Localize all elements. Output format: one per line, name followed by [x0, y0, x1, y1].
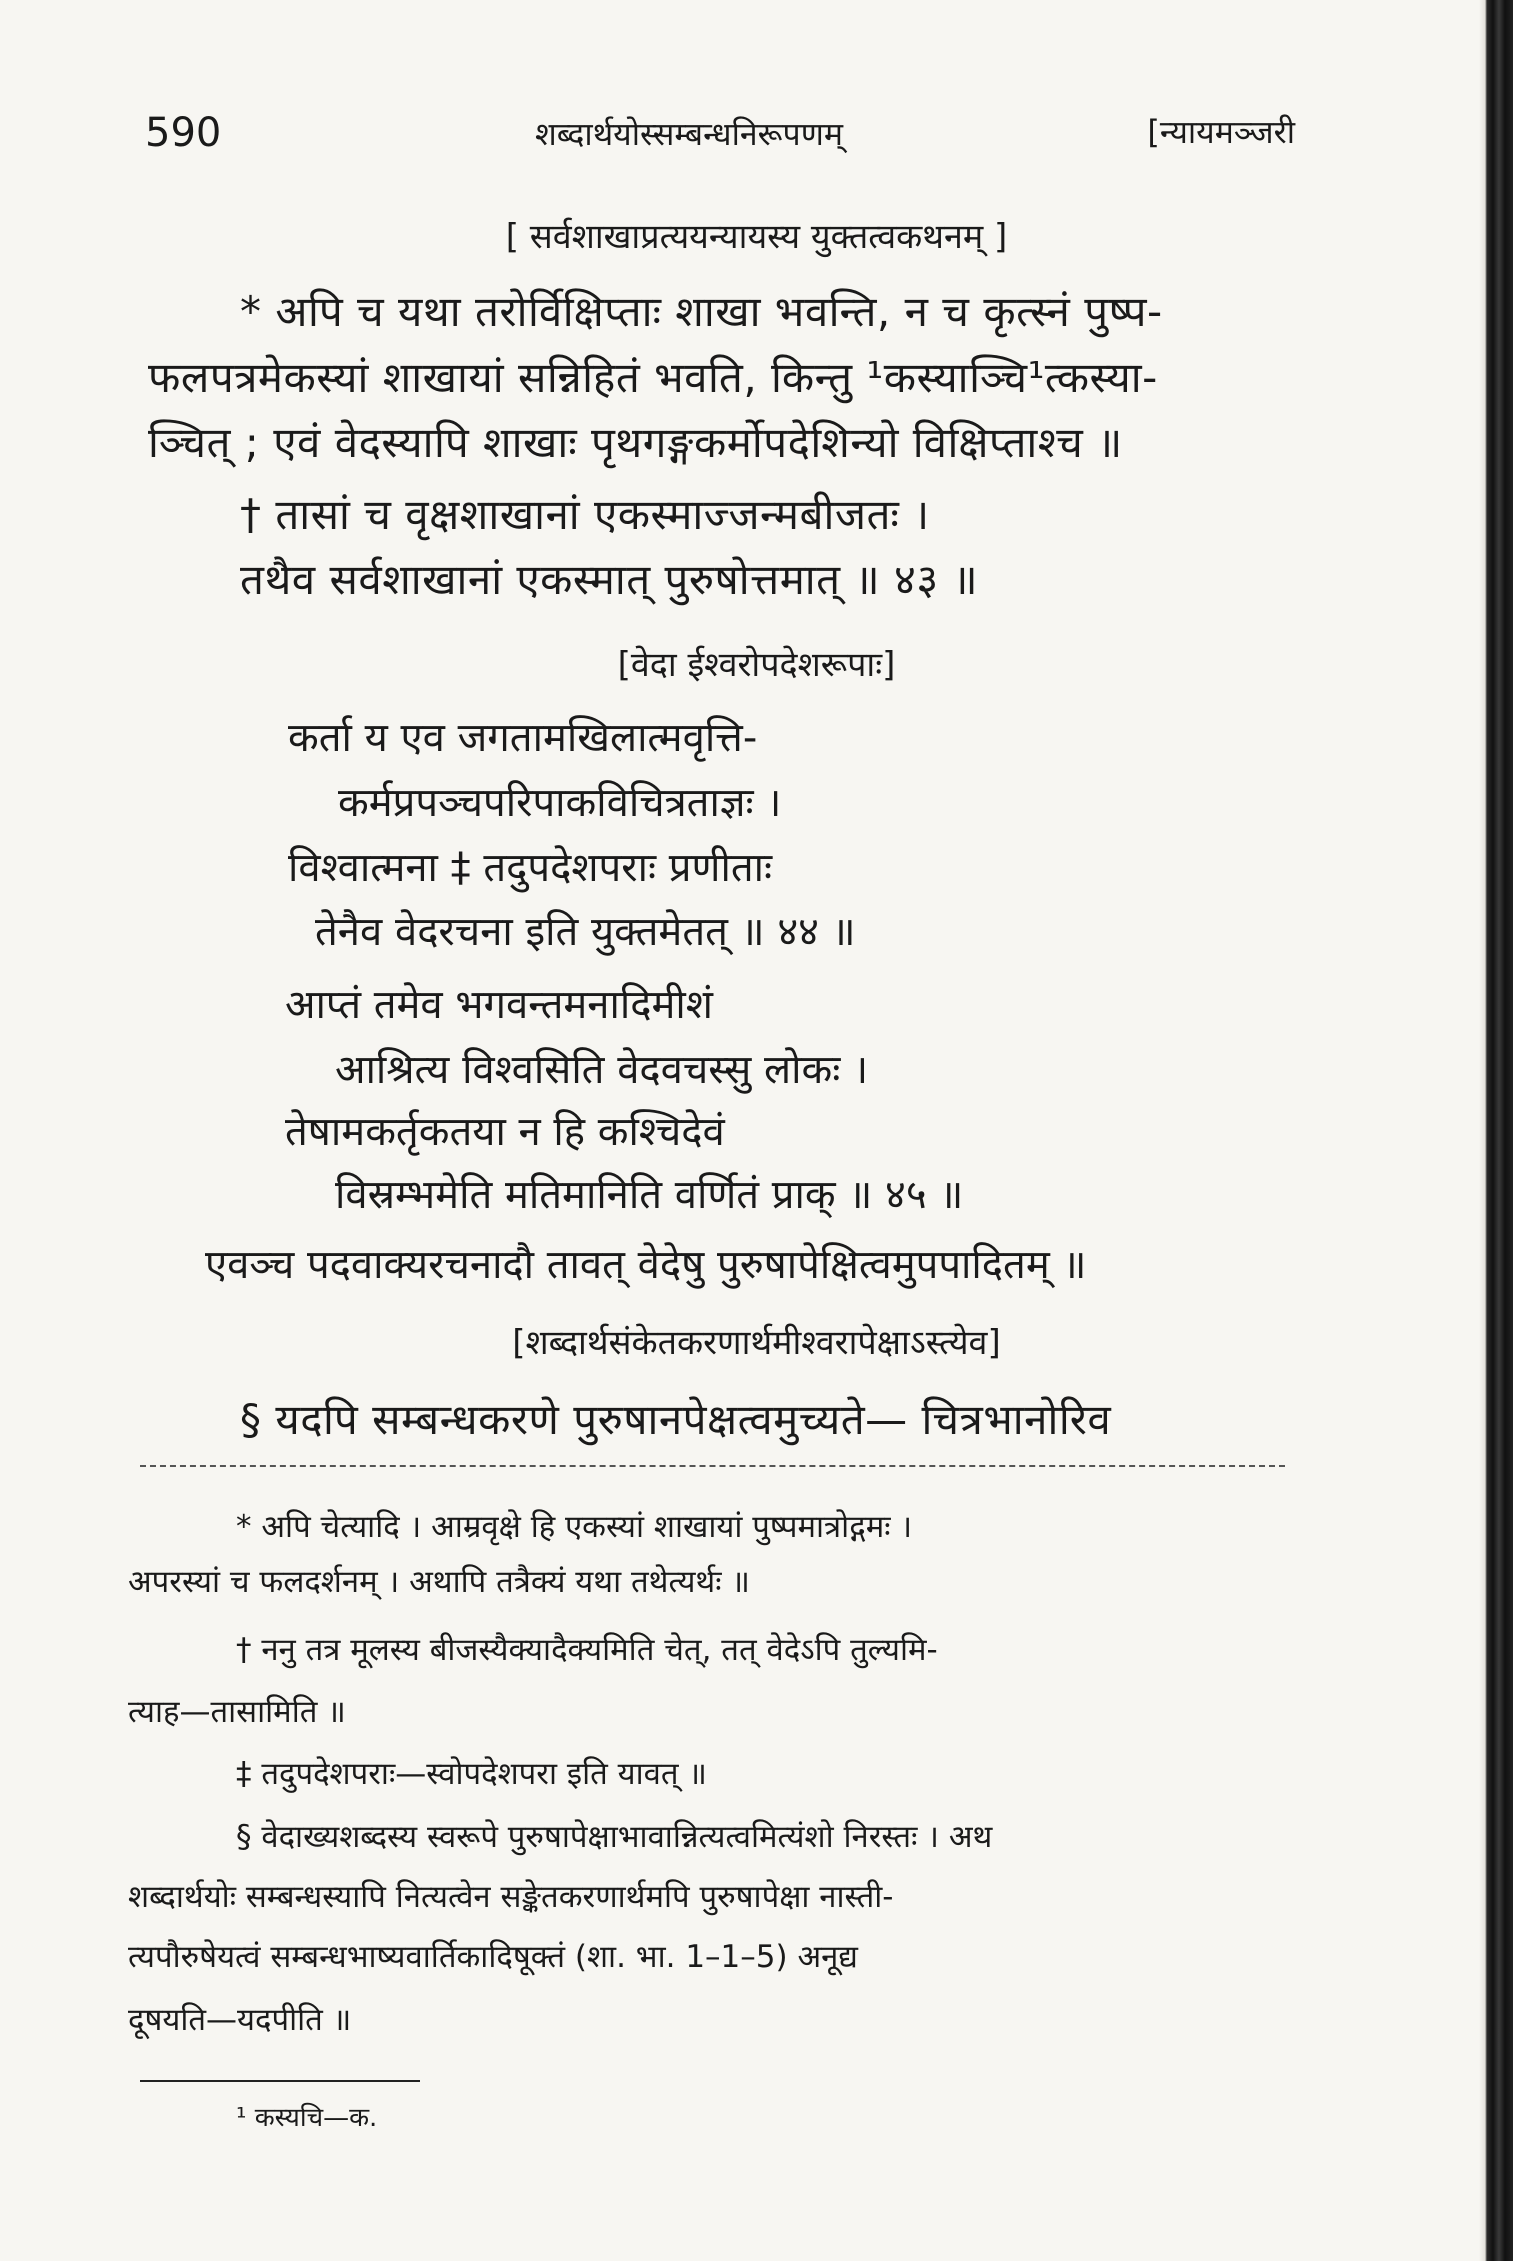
commentary-separator — [140, 1465, 1285, 1467]
commentary-3-line1: ‡ तदुपदेशपराः—स्वोपदेशपरा इति यावत् ॥ — [236, 1756, 707, 1792]
verse44-line4: तेनैव वेदरचना इति युक्तमेतत् ॥ ४४ ॥ — [315, 909, 856, 955]
section-heading-1: [ सर्वशाखाप्रत्ययन्यायस्य युक्तत्वकथनम् ] — [505, 217, 1008, 257]
verse45-line4: विस्रम्भमेति मतिमानिति वर्णितं प्राक् ॥ ४५ ॥ — [335, 1172, 964, 1218]
verse45-line1: आप्तं तमेव भगवन्तमनादिमीशं — [285, 982, 713, 1028]
commentary-1-line1: * अपि चेत्यादि । आम्रवृक्षे हि एकस्यां शाखायां पुष्पमात्रोद्गमः । — [236, 1509, 913, 1545]
verse44-line2: कर्मप्रपञ्चपरिपाकविचित्रताज्ञः । — [338, 780, 782, 826]
footnote-1: ¹ कस्यचि—क. — [236, 2103, 378, 2133]
para1-line2: फलपत्रमेकस्यां शाखायां सन्निहितं भवति, किन्तु ¹कस्याञ्चि¹त्कस्या- — [148, 353, 1158, 402]
footnote-rule — [140, 2080, 420, 2082]
section-heading-2: [वेदा ईश्वरोपदेशरूपाः] — [617, 645, 896, 685]
commentary-2-line2: त्याह—तासामिति ॥ — [128, 1694, 346, 1730]
commentary-2-line1: † ननु तत्र मूलस्य बीजस्यैक्यादैक्यमिति चेत्, तत् वेदेऽपि तुल्यमि- — [236, 1632, 938, 1668]
commentary-4-line1: § वेदाख्यशब्दस्य स्वरूपे पुरुषापेक्षाभावान्नित्यत्वमित्यंशो निरस्तः । अथ — [236, 1819, 993, 1855]
para2-line1: एवञ्च पदवाक्यरचनादौ तावत् वेदेषु पुरुषापेक्षित्वमुपपादितम् ॥ — [205, 1242, 1087, 1288]
para1-line3: ञ्चित् ; एवं वेदस्यापि शाखाः पृथगङ्गकर्मोपदेशिन्यो विक्षिप्ताश्च ॥ — [148, 418, 1123, 467]
page-header — [145, 110, 1295, 170]
commentary-4-line2: शब्दार्थयोः सम्बन्धस्यापि नित्यत्वेन सङ्केतकरणार्थमपि पुरुषापेक्षा नास्ती- — [128, 1879, 894, 1915]
verse43-line1: † तासां च वृक्षशाखानां एकस्माज्जन्मबीजतः । — [240, 490, 930, 539]
verse44-line1: कर्ता य एव जगतामखिलात्मवृत्ति- — [288, 715, 758, 761]
page-binding-edge — [1479, 0, 1513, 2261]
running-title: शब्दार्थयोस्सम्बन्धनिरूपणम् — [535, 115, 843, 153]
verse45-line3: तेषामकर्तृकतया न हि कश्चिदेवं — [285, 1109, 725, 1155]
verse44-line3: विश्वात्मना ‡ तदुपदेशपराः प्रणीताः — [288, 845, 773, 891]
page-number: 590 — [145, 110, 222, 156]
para1-line1: * अपि च यथा तरोर्विक्षिप्ताः शाखा भवन्ति, न च कृत्स्नं पुष्प- — [240, 287, 1163, 336]
commentary-4-line3: त्यपौरुषेयत्वं सम्बन्धभाष्यवार्तिकादिषूक्तं (शा. भा. 1–1–5) अनूद्य — [128, 1939, 858, 1975]
verse45-line2: आश्रित्य विश्वसिति वेदवचस्सु लोकः । — [335, 1047, 869, 1093]
commentary-1-line2: अपरस्यां च फलदर्शनम् । अथापि तत्रैक्यं यथा तथेत्यर्थः ॥ — [128, 1564, 750, 1600]
section-heading-3: [शब्दार्थसंकेतकरणार्थमीश्वरापेक्षाऽस्त्येव] — [512, 1323, 1001, 1363]
para3-line1: § यदपि सम्बन्धकरणे पुरुषानपेक्षत्वमुच्यते— चित्रभानोरिव — [240, 1395, 1112, 1444]
verse43-line2: तथैव सर्वशाखानां एकस्मात् पुरुषोत्तमात् ॥ ४३ ॥ — [240, 555, 979, 604]
commentary-4-line4: दूषयति—यदपीति ॥ — [128, 2002, 352, 2038]
running-right-title: [न्यायमञ्जरी — [1147, 113, 1295, 151]
